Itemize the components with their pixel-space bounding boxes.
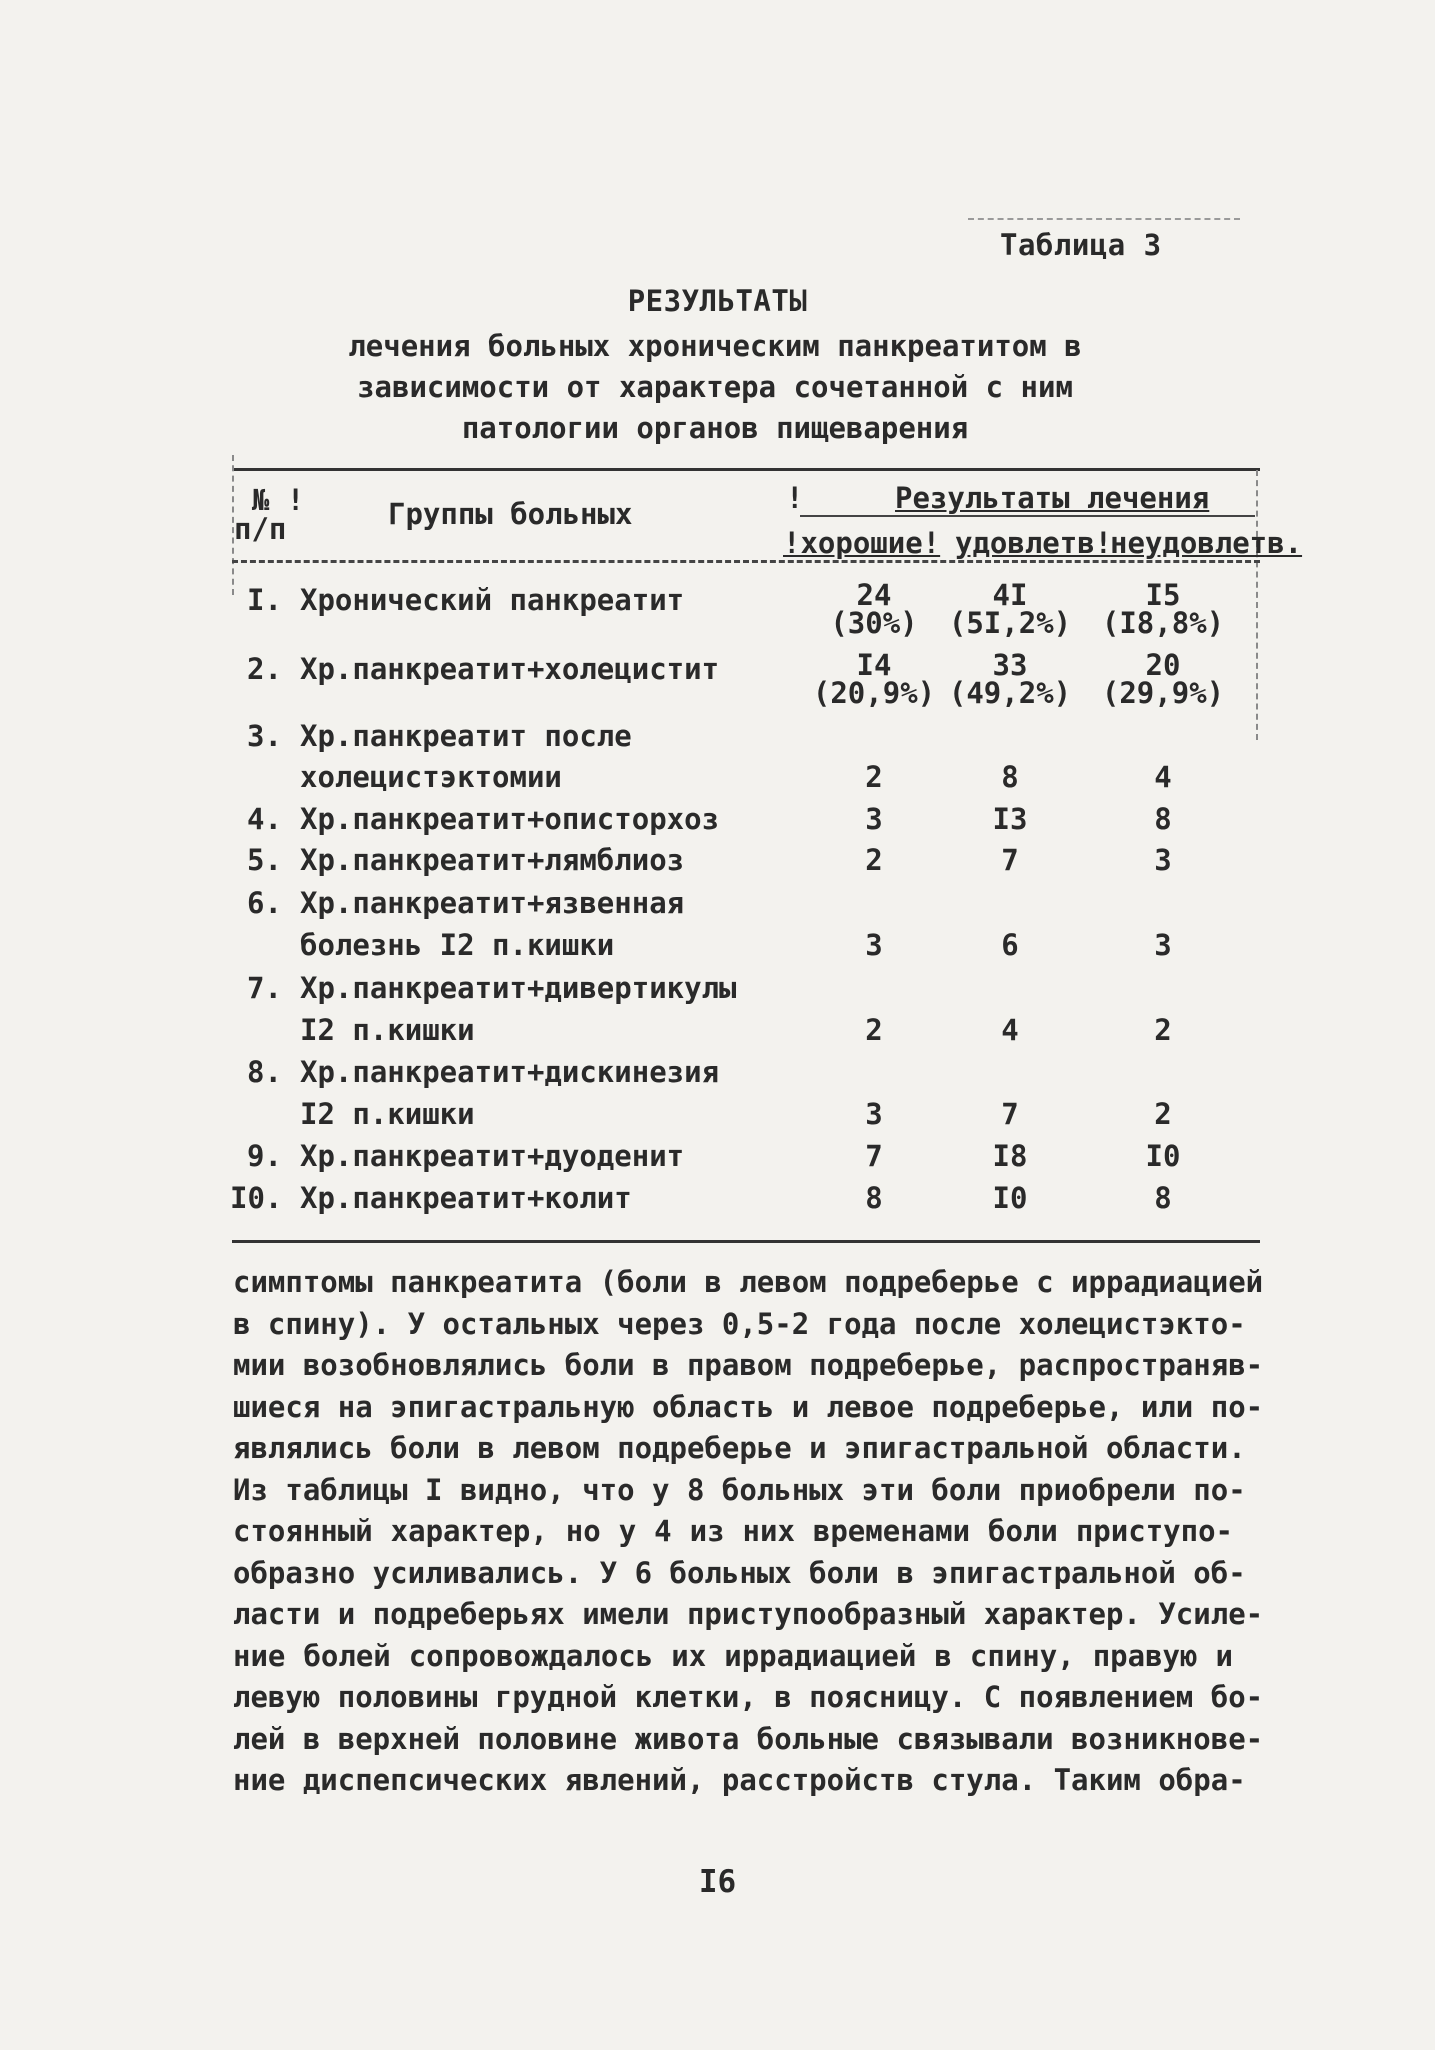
row-group-name: Хронический панкреатит: [300, 583, 685, 617]
row-group-name: Хр.панкреатит+колит: [300, 1181, 632, 1215]
row-number: 9.: [247, 1139, 282, 1173]
table-right-border: [1256, 470, 1258, 740]
cell-satisfactory: I3: [992, 802, 1028, 836]
cell-unsatisfactory-percent: (29,9%): [1101, 676, 1225, 710]
row-number: 7.: [247, 971, 282, 1005]
row-group-name: Хр.панкреатит+дивертикулы: [300, 971, 737, 1005]
cell-good: 7: [865, 1139, 883, 1173]
row-number: 6.: [247, 886, 282, 920]
body-paragraph: [233, 1262, 1264, 1802]
header-col-satisfactory: удовлетв!: [955, 526, 1113, 560]
header-results-rule: [800, 515, 1255, 517]
header-results: Результаты лечения: [895, 481, 1210, 515]
body-line: симптомы панкреатита (боли в левом подреберье с иррадиацией: [233, 1265, 1264, 1299]
cell-unsatisfactory: I0: [1145, 1139, 1181, 1173]
cell-unsatisfactory: 3: [1154, 843, 1172, 877]
body-line: ласти и подреберьях имели приступообразный характер. Усиле-: [233, 1597, 1264, 1631]
cell-unsatisfactory: 2: [1154, 1013, 1172, 1047]
cell-satisfactory: 6: [1001, 928, 1019, 962]
subtitle-line: зависимости от характера сочетанной с ним: [357, 370, 1073, 404]
header-bottom-rule: [232, 560, 1260, 563]
header-number-line1: № !: [252, 483, 305, 517]
cell-satisfactory: I0: [992, 1181, 1028, 1215]
cell-good: 3: [865, 802, 883, 836]
table-title: РЕЗУЛЬТАТЫ: [627, 284, 808, 318]
header-col-unsatisfactory: неудовлетв.: [1110, 526, 1303, 560]
cell-good: 24: [856, 578, 892, 612]
cell-unsatisfactory: 8: [1154, 1181, 1172, 1215]
row-group-name: Хр.панкреатит+дискинезия: [300, 1055, 720, 1089]
cell-unsatisfactory: 20: [1145, 648, 1181, 682]
cell-unsatisfactory-percent: (I8,8%): [1101, 606, 1225, 640]
header-col-good: !хорошие!: [783, 526, 941, 560]
row-group-name: Хр.панкреатит+язвенная: [300, 886, 685, 920]
row-group-name: Хр.панкреатит+описторхоз: [300, 802, 720, 836]
body-line: являлись боли в левом подреберье и эпигастральной области.: [233, 1431, 1246, 1465]
body-line: лей в верхней половине живота больные связывали возникнове-: [233, 1721, 1264, 1756]
body-line: Из таблицы I видно, что у 8 больных эти боли приобрели по-: [233, 1472, 1246, 1507]
cell-unsatisfactory: 2: [1154, 1097, 1172, 1131]
cell-good: 8: [865, 1181, 883, 1215]
row-group-name: Хр.панкреатит+дуоденит: [300, 1139, 685, 1173]
body-line: образно усиливались. У 6 больных боли в эпигастральной об-: [233, 1555, 1246, 1590]
body-line: мии возобновлялись боли в правом подреберье, распространяв-: [233, 1348, 1264, 1382]
cell-good: 3: [865, 1097, 883, 1131]
cell-good-percent: (20,9%): [812, 676, 936, 710]
subtitle-line: лечения больных хроническим панкреатитом в: [348, 329, 1082, 363]
cell-satisfactory: 7: [1001, 1097, 1019, 1131]
table-subtitle: [300, 326, 1130, 449]
body-line: в спину). У остальных через 0,5-2 года после холецистэкто-: [233, 1306, 1246, 1341]
subtitle-line: патологии органов пищеварения: [461, 411, 969, 445]
body-line: левую половины грудной клетки, в поясницу. С появлением бо-: [233, 1680, 1264, 1714]
cell-satisfactory: I8: [992, 1139, 1028, 1173]
table-top-rule: [232, 468, 1260, 471]
cell-satisfactory: 8: [1001, 760, 1019, 794]
cell-good: 2: [865, 1013, 883, 1047]
cell-satisfactory: 7: [1001, 843, 1019, 877]
table-bottom-rule: [232, 1240, 1260, 1243]
cell-good: 3: [865, 928, 883, 962]
cell-unsatisfactory: 3: [1154, 928, 1172, 962]
page-number: I6: [698, 1864, 737, 1900]
body-line: ние болей сопровождалось их иррадиацией в спину, правую и: [233, 1638, 1233, 1673]
cell-satisfactory: 4: [1001, 1013, 1019, 1047]
cell-unsatisfactory: 8: [1154, 802, 1172, 836]
table-label: Таблица 3: [1000, 228, 1162, 262]
row-group-name-cont: I2 п.кишки: [300, 1097, 475, 1131]
cell-satisfactory-percent: (49,2%): [948, 676, 1072, 710]
top-divider: [968, 218, 1240, 220]
header-separator: !: [786, 481, 804, 515]
cell-satisfactory: 4I: [992, 578, 1028, 612]
header-number-line2: п/п: [234, 512, 287, 546]
row-number: 5.: [247, 843, 282, 877]
body-line: шиеся на эпигастральную область и левое подреберье, или по-: [233, 1389, 1264, 1424]
header-group: Группы больных: [388, 497, 633, 531]
row-group-name-cont: I2 п.кишки: [300, 1013, 475, 1047]
row-number: 2.: [247, 652, 282, 686]
row-number: 3.: [247, 719, 282, 753]
row-group-name-cont: холецистэктомии: [300, 760, 562, 794]
body-line: стоянный характер, но у 4 из них временами боли приступо-: [233, 1514, 1233, 1548]
cell-good: 2: [865, 843, 883, 877]
cell-good: I4: [856, 648, 892, 682]
row-group-name-cont: болезнь I2 п.кишки: [300, 928, 615, 962]
row-group-name: Хр.панкреатит после: [300, 719, 632, 753]
row-group-name: Хр.панкреатит+холецистит: [300, 652, 720, 686]
body-line: ние диспепсических явлений, расстройств стула. Таким обра-: [233, 1763, 1246, 1797]
cell-good-percent: (30%): [830, 606, 918, 640]
cell-unsatisfactory: 4: [1154, 760, 1172, 794]
row-number: 8.: [247, 1055, 282, 1089]
row-group-name: Хр.панкреатит+лямблиоз: [300, 843, 685, 877]
row-number: I0.: [230, 1181, 283, 1215]
cell-satisfactory-percent: (5I,2%): [948, 606, 1072, 640]
cell-unsatisfactory: I5: [1145, 578, 1181, 612]
row-number: 4.: [247, 802, 282, 836]
cell-good: 2: [865, 760, 883, 794]
row-number: I.: [247, 583, 282, 617]
cell-satisfactory: 33: [992, 648, 1028, 682]
